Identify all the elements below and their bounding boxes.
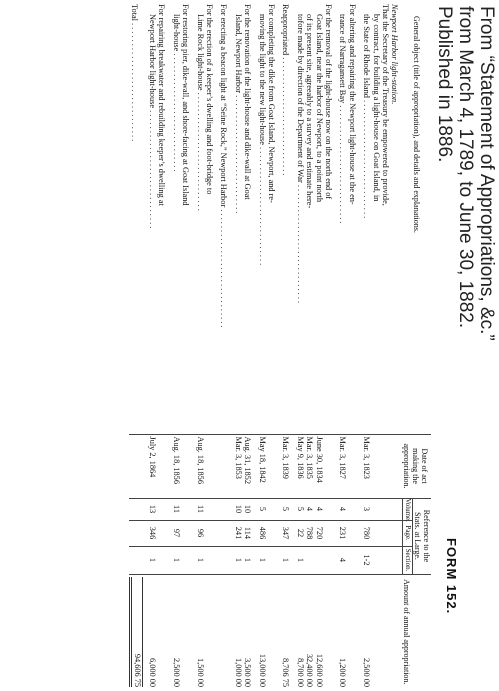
entry-volume: 10 [233, 504, 243, 514]
column-header-section: Section. [403, 546, 413, 574]
column-header-volume: Volume. [404, 498, 412, 522]
entry-date [219, 437, 228, 496]
entry-section-cell [338, 546, 357, 574]
entry-section-cell [295, 546, 333, 574]
entry-page-cell [281, 520, 290, 546]
table-row [233, 2, 252, 689]
entry-page: 720 [314, 526, 324, 540]
entry-amount: 8,706 75 [281, 657, 291, 688]
entry-volume: 10 [243, 504, 253, 514]
entry-line: For altering and repairing the Newport light-house at the en- [347, 4, 357, 205]
entry-amount: 1,000 00 [233, 657, 243, 688]
entry-line: tofore made by direction of the Department of War . . . [295, 4, 304, 432]
entry-page: 22 [295, 528, 305, 538]
entry-description [233, 2, 252, 434]
entry-date: Mar. 3, 1853 [233, 436, 243, 479]
total-row [129, 2, 142, 689]
entry-section [314, 549, 323, 572]
entry-page: 486 [257, 526, 267, 540]
row-spacer [143, 2, 148, 689]
entry-line: Goat Island, near the harbor of Newport, to a point north [314, 14, 324, 203]
entry-section: 1 [243, 557, 253, 563]
entry-date-cell [233, 434, 252, 498]
entry-volume: 4 [314, 506, 324, 512]
table-body [129, 2, 402, 689]
entry-volume-cell [195, 498, 214, 520]
entry-date-cell [362, 434, 390, 498]
entry-amount-cell [281, 574, 290, 689]
entry-amount [219, 577, 228, 688]
entry-amount: 8,700 00 [295, 657, 305, 688]
entry-volume-cell [171, 498, 190, 520]
entry-section: 1 [281, 557, 291, 563]
entry-page: 231 [338, 526, 348, 540]
entry-volume-cell [338, 498, 357, 520]
entry-description [295, 2, 333, 434]
entry-date: June 30, 1834 [314, 436, 324, 483]
entry-page: 346 [147, 526, 157, 540]
entry-page: 114 [243, 526, 253, 540]
total-amount: 94,606 75 [129, 577, 142, 688]
entry-page: 347 [281, 526, 291, 540]
entry-line: Reappropriated . . . [281, 4, 290, 432]
entry-page: 96 [195, 528, 205, 538]
entry-page-cell [338, 520, 357, 546]
entry-date-cell [257, 434, 276, 498]
appropriations-table [129, 2, 431, 689]
entry-description [257, 2, 276, 434]
entry-page [219, 523, 228, 544]
entry-date: Aug. 18, 1856 [171, 436, 181, 484]
entry-volume-cell [295, 498, 333, 520]
entry-description [219, 2, 228, 434]
entry-section-cell [195, 546, 214, 574]
entry-line: moving the light to the new light-house . . . [257, 4, 266, 432]
entry-section: 1 [195, 557, 205, 563]
entry-date: Mar. 3, 1839 [281, 436, 291, 479]
entry-volume: 4 [305, 506, 315, 512]
column-header-description: General object (title of appropriation), and details and explanations. [412, 16, 422, 233]
source-note [434, 6, 497, 526]
entry-page-cell [219, 520, 228, 546]
entry-amount: 1,200 00 [338, 657, 348, 688]
entry-line: For completing the dike from Goat Island, Newport, and re- [267, 4, 277, 203]
entry-section: 1 [171, 557, 181, 563]
entry-section: 1-2 [362, 554, 372, 566]
table-row [195, 2, 214, 689]
entry-line: of its present site, agreeably to a survey and estimate here- [305, 14, 315, 209]
entry-volume: 11 [171, 505, 181, 513]
entry-amount: 6,000 00 [147, 657, 157, 688]
entry-line: For repairing breakwater and rebuilding keeper’s dwelling at [157, 4, 167, 206]
entry-page: 780 [362, 526, 372, 540]
entry-amount: 2,500 00 [171, 657, 181, 688]
entry-volume-cell [257, 498, 276, 520]
entry-page: 788 [305, 526, 315, 540]
entry-volume: 13 [147, 504, 157, 514]
section-title: Newport Harbor light-station. [390, 4, 400, 105]
entry-section-cell [171, 546, 190, 574]
column-header-page: Page. [403, 520, 413, 546]
entry-date-cell [148, 434, 167, 498]
column-header-amount: Amount of annual appropriation. [403, 574, 432, 689]
entry-volume: 3 [362, 506, 372, 512]
entry-line: trance of Narragansett Bay . . . [338, 4, 347, 432]
entry-date-cell [195, 434, 214, 498]
entry-amount: 32,400 00 [305, 653, 315, 688]
entry-line: For restoring pier, dike-wall, and shore-facing at Goat Island [181, 4, 191, 206]
source-note-line-2: from March 4, 1789, to June 30, 1882. [455, 6, 476, 329]
entry-section: 1 [147, 557, 157, 563]
entry-page-cell [257, 520, 276, 546]
table-row [257, 2, 276, 689]
entry-line: light-house . . . [171, 4, 180, 432]
entry-section [219, 549, 228, 572]
entry-volume: 5 [295, 506, 305, 512]
entry-page-cell [195, 520, 214, 546]
entry-date: Mar. 3, 1827 [338, 436, 348, 479]
entry-description [338, 2, 357, 434]
column-header-date: Date of act making the appropriation. [403, 434, 432, 498]
entry-amount: 2,500 00 [362, 657, 372, 688]
entry-amount-cell [257, 574, 276, 689]
table-header [403, 2, 432, 689]
entry-amount-cell [338, 574, 357, 689]
entry-description [148, 2, 167, 434]
entry-date: May 9, 1836 [295, 436, 305, 479]
table-row [338, 2, 357, 689]
entry-date: July 2, 1864 [147, 436, 157, 478]
entry-section-cell [233, 546, 252, 574]
entry-section: 1 [257, 557, 267, 563]
entry-page-cell [233, 520, 252, 546]
entry-amount-cell [362, 574, 390, 689]
table-row [219, 2, 228, 689]
entry-line: For the removal of the light-house now on the north end of [324, 4, 334, 200]
entry-amount-cell [171, 574, 190, 689]
entry-page-cell [148, 520, 167, 546]
total-amount-cell [129, 574, 142, 689]
entry-page-cell [171, 520, 190, 546]
table-row [148, 2, 167, 689]
entry-date-cell [338, 434, 357, 498]
entry-page: 97 [171, 528, 181, 538]
entry-line: Newport Harbor light-house . . . [148, 4, 157, 432]
entry-date: Aug. 31, 1852 [243, 436, 253, 484]
entry-section-cell [148, 546, 167, 574]
entry-line: For the erection of a keeper’s dwelling and foot-bridge to [205, 4, 214, 195]
table-row [362, 2, 390, 689]
entry-date: Aug. 18, 1856 [195, 436, 205, 484]
entry-page: 241 [233, 526, 243, 540]
entry-description [281, 2, 290, 434]
entry-section: 1 [295, 557, 305, 563]
entry-amount-cell [219, 574, 228, 689]
entry-volume-cell [233, 498, 252, 520]
entry-section-cell [219, 546, 228, 574]
entry-amount-cell [295, 574, 333, 689]
entry-section: 1 [233, 557, 243, 563]
total-label: Total . . . [130, 4, 139, 141]
entry-line: the State of Rhode Island . . . [362, 4, 371, 432]
column-header-reference: Reference to the Stats. at Large. [413, 498, 432, 574]
entry-volume-cell [281, 498, 290, 520]
entry-section-cell [257, 546, 276, 574]
total-label-cell [129, 2, 142, 434]
entry-line: Lime Rock light-house . . . [195, 4, 204, 432]
entry-line: Island, Newport Harbor . . . [233, 4, 242, 432]
entry-volume-cell [148, 498, 167, 520]
entry-amount-cell [195, 574, 214, 689]
entry-volume-cell [362, 498, 390, 520]
entry-date: Mar. 3, 1835 [305, 436, 315, 479]
entry-date-cell [171, 434, 190, 498]
table-row [295, 2, 333, 689]
entry-amount-cell [148, 574, 167, 689]
entry-page-cell [362, 520, 390, 546]
entry-amount: 3,500 00 [243, 657, 253, 688]
entry-section-cell [281, 546, 290, 574]
table-row [171, 2, 190, 689]
entry-line: For erecting a beacon light at “Seine Rock,” Newport Harbor . . . [219, 4, 228, 432]
entry-date-cell [281, 434, 290, 498]
entry-date: May 18, 1842 [257, 436, 267, 483]
entry-line: For the renovation of the light-house and dike-wall at Goat [243, 4, 253, 200]
entry-amount: 13,000 00 [257, 653, 267, 688]
entry-date: Mar. 3, 1823 [362, 436, 372, 479]
entry-date-cell [219, 434, 228, 498]
entry-amount: 12,600 00 [314, 653, 324, 688]
entry-description [195, 2, 214, 434]
entry-amount-cell [233, 574, 252, 689]
entry-volume: 5 [257, 506, 267, 512]
table-row [281, 2, 290, 689]
entry-section-cell [362, 546, 390, 574]
entry-section: 4 [338, 557, 348, 563]
entry-volume: 5 [281, 506, 291, 512]
entry-section [305, 549, 314, 572]
entry-description [362, 2, 390, 434]
entry-description [171, 2, 190, 434]
entry-volume-cell [219, 498, 228, 520]
entry-line: by contract, for building a light-house on Goat Island, in [371, 14, 381, 202]
source-note-line-1: From “Statement of Appropriations, &c.” [476, 6, 497, 341]
form-number: FORM 152. [444, 538, 459, 615]
entry-line: That the Secretary of the Treasury be empowered to provide, [381, 4, 391, 206]
entry-volume: 4 [338, 506, 348, 512]
entry-date-cell [295, 434, 333, 498]
source-note-line-3: Published in 1886. [434, 6, 455, 163]
entry-volume [219, 501, 228, 518]
entry-amount: 1,500 00 [195, 657, 205, 688]
entry-page-cell [295, 520, 333, 546]
entry-volume: 11 [195, 505, 205, 513]
